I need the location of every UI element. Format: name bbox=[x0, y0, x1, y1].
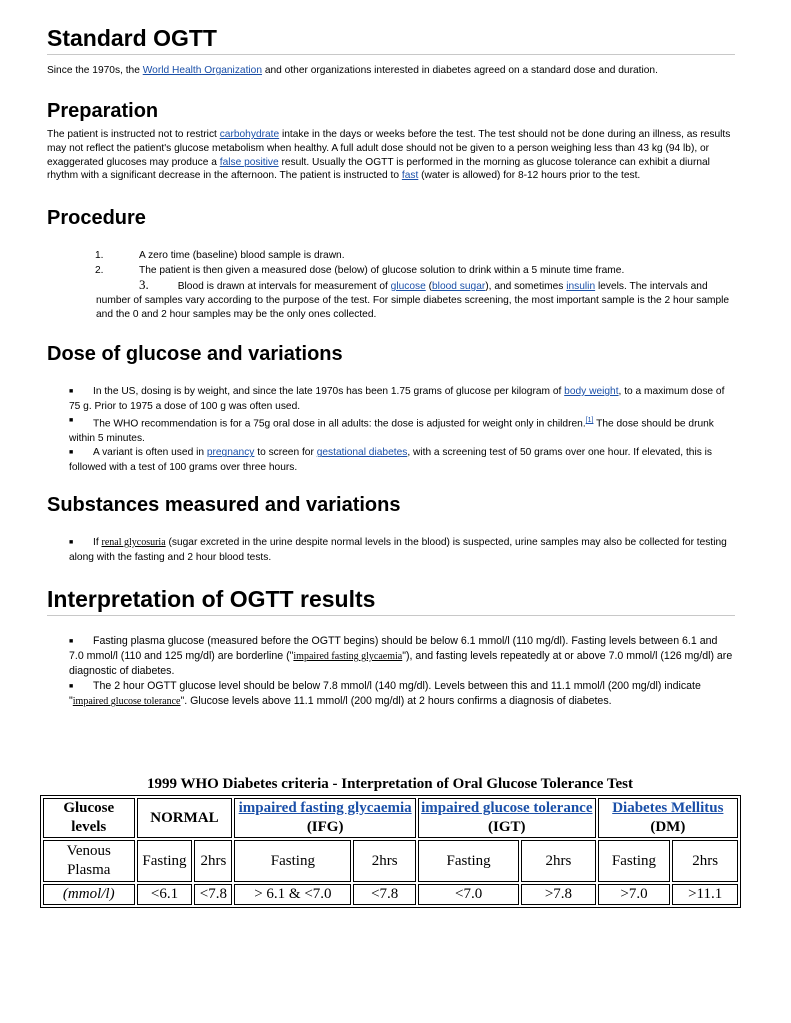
header-dm: Diabetes Mellitus (DM) bbox=[598, 798, 738, 838]
link-dm[interactable]: Diabetes Mellitus bbox=[612, 800, 724, 816]
link-renal-glycosuria[interactable]: renal glycosuria bbox=[101, 537, 166, 548]
heading-standard-ogtt: Standard OGTT bbox=[47, 24, 735, 55]
value-cell: <6.1 bbox=[137, 884, 193, 905]
col-igt-2hrs: 2hrs bbox=[521, 840, 595, 882]
unit-cell: (mmol/l) bbox=[43, 884, 135, 905]
procedure-step: 2. The patient is then given a measured dose (below) of glucose solution to drink within a 5 minute time frame. bbox=[95, 264, 625, 276]
col-ifg-fasting: Fasting bbox=[234, 840, 351, 882]
value-cell: > 6.1 & <7.0 bbox=[234, 884, 351, 905]
section-procedure bbox=[47, 206, 735, 322]
value-cell: >7.0 bbox=[598, 884, 671, 905]
list-item: ■ In the US, dosing is by weight, and since the late 1970s has been 1.75 grams of glucose per kilogram of body weight, to a maximum dose of 75 g. Prior to 1975 a dose of 100 g was often used. bbox=[69, 386, 725, 412]
section-standard-ogtt bbox=[47, 24, 735, 78]
link-glucose[interactable]: glucose bbox=[390, 281, 426, 292]
list-item: ■ The 2 hour OGTT glucose level should be below 7.8 mmol/l (140 mg/dl). Levels between this and 11.1 mmol/l (200 mg/dl) indicate "impaired glucose tolerance". Glucose levels above 11.1 mmol/l (200 mg/dl) at 2 hours confirms a diagnosis of diabetes. bbox=[69, 680, 701, 707]
link-ref-1[interactable]: [1] bbox=[585, 417, 594, 424]
col-normal-2hrs: 2hrs bbox=[194, 840, 232, 882]
list-item: ■ If renal glycosuria (sugar excreted in the urine despite normal levels in the blood) is suspected, urine samples may also be collected for testing along with the fasting and 2 hour blood tests. bbox=[69, 537, 727, 563]
col-igt-fasting: Fasting bbox=[418, 840, 519, 882]
link-carbohydrate[interactable]: carbohydrate bbox=[219, 129, 280, 140]
link-body-weight[interactable]: body weight bbox=[564, 386, 619, 397]
header-normal: NORMAL bbox=[137, 798, 233, 838]
table-row bbox=[43, 798, 738, 838]
list-item: ■ A variant is often used in pregnancy to screen for gestational diabetes, with a screening test of 50 grams over one hour. If elevated, this is followed with a test of 100 grams over three hours. bbox=[69, 447, 712, 473]
value-cell: >7.8 bbox=[521, 884, 595, 905]
col-normal-fasting: Fasting bbox=[137, 840, 193, 882]
link-impaired-glucose-tolerance[interactable]: impaired glucose tolerance bbox=[72, 696, 181, 707]
link-fast[interactable]: fast bbox=[401, 170, 419, 182]
heading-substances: Substances measured and variations bbox=[47, 494, 401, 516]
substances-list bbox=[47, 536, 735, 565]
col-ifg-2hrs: 2hrs bbox=[353, 840, 416, 882]
heading-procedure: Procedure bbox=[47, 207, 146, 229]
table-row bbox=[43, 840, 738, 882]
col-dm-fasting: Fasting bbox=[598, 840, 671, 882]
list-item: ■ Fasting plasma glucose (measured before the OGTT begins) should be below 6.1 mmol/l (110 mg/dl). Fasting levels between 6.1 and 7.0 mmol/l (110 and 125 mg/dl) are borderline ("impaired fasting glycaemia"), and fasting levels repeatedly at or above 7.0 mmol/l (126 mg/dl) are diagnostic of diabetes. bbox=[69, 635, 733, 677]
section-substances bbox=[47, 493, 735, 565]
table-row bbox=[43, 884, 738, 905]
heading-preparation: Preparation bbox=[47, 100, 159, 122]
interpretation-list bbox=[47, 634, 735, 709]
col-dm-2hrs: 2hrs bbox=[672, 840, 738, 882]
section-interpretation bbox=[47, 585, 735, 709]
paragraph-standard: Since the 1970s, the World Health Organization and other organizations interested in diabetes agreed on a standard dose and duration. bbox=[47, 65, 658, 76]
table-caption: 1999 WHO Diabetes criteria - Interpretation of Oral Glucose Tolerance Test bbox=[146, 776, 634, 792]
value-cell: <7.8 bbox=[194, 884, 232, 905]
section-preparation bbox=[47, 99, 735, 183]
header-glucose-levels: Glucose levels bbox=[43, 798, 135, 838]
link-who[interactable]: World Health Organization bbox=[142, 65, 263, 76]
procedure-step: 1. A zero time (baseline) blood sample is drawn. bbox=[95, 250, 345, 261]
heading-interpretation: Interpretation of OGTT results bbox=[47, 585, 735, 616]
dose-list bbox=[47, 385, 735, 475]
link-false-positive[interactable]: false positive bbox=[219, 156, 279, 168]
header-igt: impaired glucose tolerance (IGT) bbox=[418, 798, 596, 838]
heading-dose: Dose of glucose and variations bbox=[47, 343, 343, 365]
procedure-list bbox=[47, 249, 735, 322]
link-pregnancy[interactable]: pregnancy bbox=[206, 447, 255, 459]
link-igt[interactable]: impaired glucose tolerance bbox=[421, 800, 593, 816]
link-blood-sugar[interactable]: blood sugar bbox=[432, 281, 486, 292]
header-ifg: impaired fasting glycaemia (IFG) bbox=[234, 798, 416, 838]
value-cell: >11.1 bbox=[672, 884, 738, 905]
link-impaired-fasting-glycaemia[interactable]: impaired fasting glycaemia bbox=[293, 651, 403, 662]
link-gestational-diabetes[interactable]: gestational diabetes bbox=[316, 447, 408, 459]
list-item: ■ The WHO recommendation is for a 75g oral dose in all adults: the dose is adjusted for weight only in children.[1] The dose should be drunk within 5 minutes. bbox=[69, 417, 714, 444]
link-insulin[interactable]: insulin bbox=[566, 281, 596, 292]
value-cell: <7.8 bbox=[353, 884, 416, 905]
venous-plasma-cell: Venous Plasma bbox=[43, 840, 135, 882]
paragraph-preparation: The patient is instructed not to restrict carbohydrate intake in the days or weeks before the test. The test should not be done during an illness, as results may not reflect the patient's glucose metabolism when healthy. A full adult dose should not be given to a person weighing less than 43 kg (94 lb), or exaggerated glucoses may produce a false positive result. Usually the OGTT is performed in the morning as glucose tolerance can exhibit a diurnal rhythm with a significant decrease in the afternoon. The patient is instructed to fast (water is allowed) for 8-12 hours prior to the test. bbox=[47, 129, 731, 182]
link-ifg[interactable]: impaired fasting glycaemia bbox=[238, 800, 412, 816]
procedure-step: 3. Blood is drawn at intervals for measurement of glucose (blood sugar), and sometimes insulin levels. The intervals and number of samples vary according to the purpose of the test. For simple diabetes screening, the most important sample is the 2 hour sample and the 0 and 2 hour samples may be the only ones collected. bbox=[96, 277, 730, 320]
section-dose bbox=[47, 342, 735, 475]
who-criteria-table bbox=[40, 795, 741, 908]
value-cell: <7.0 bbox=[418, 884, 519, 905]
